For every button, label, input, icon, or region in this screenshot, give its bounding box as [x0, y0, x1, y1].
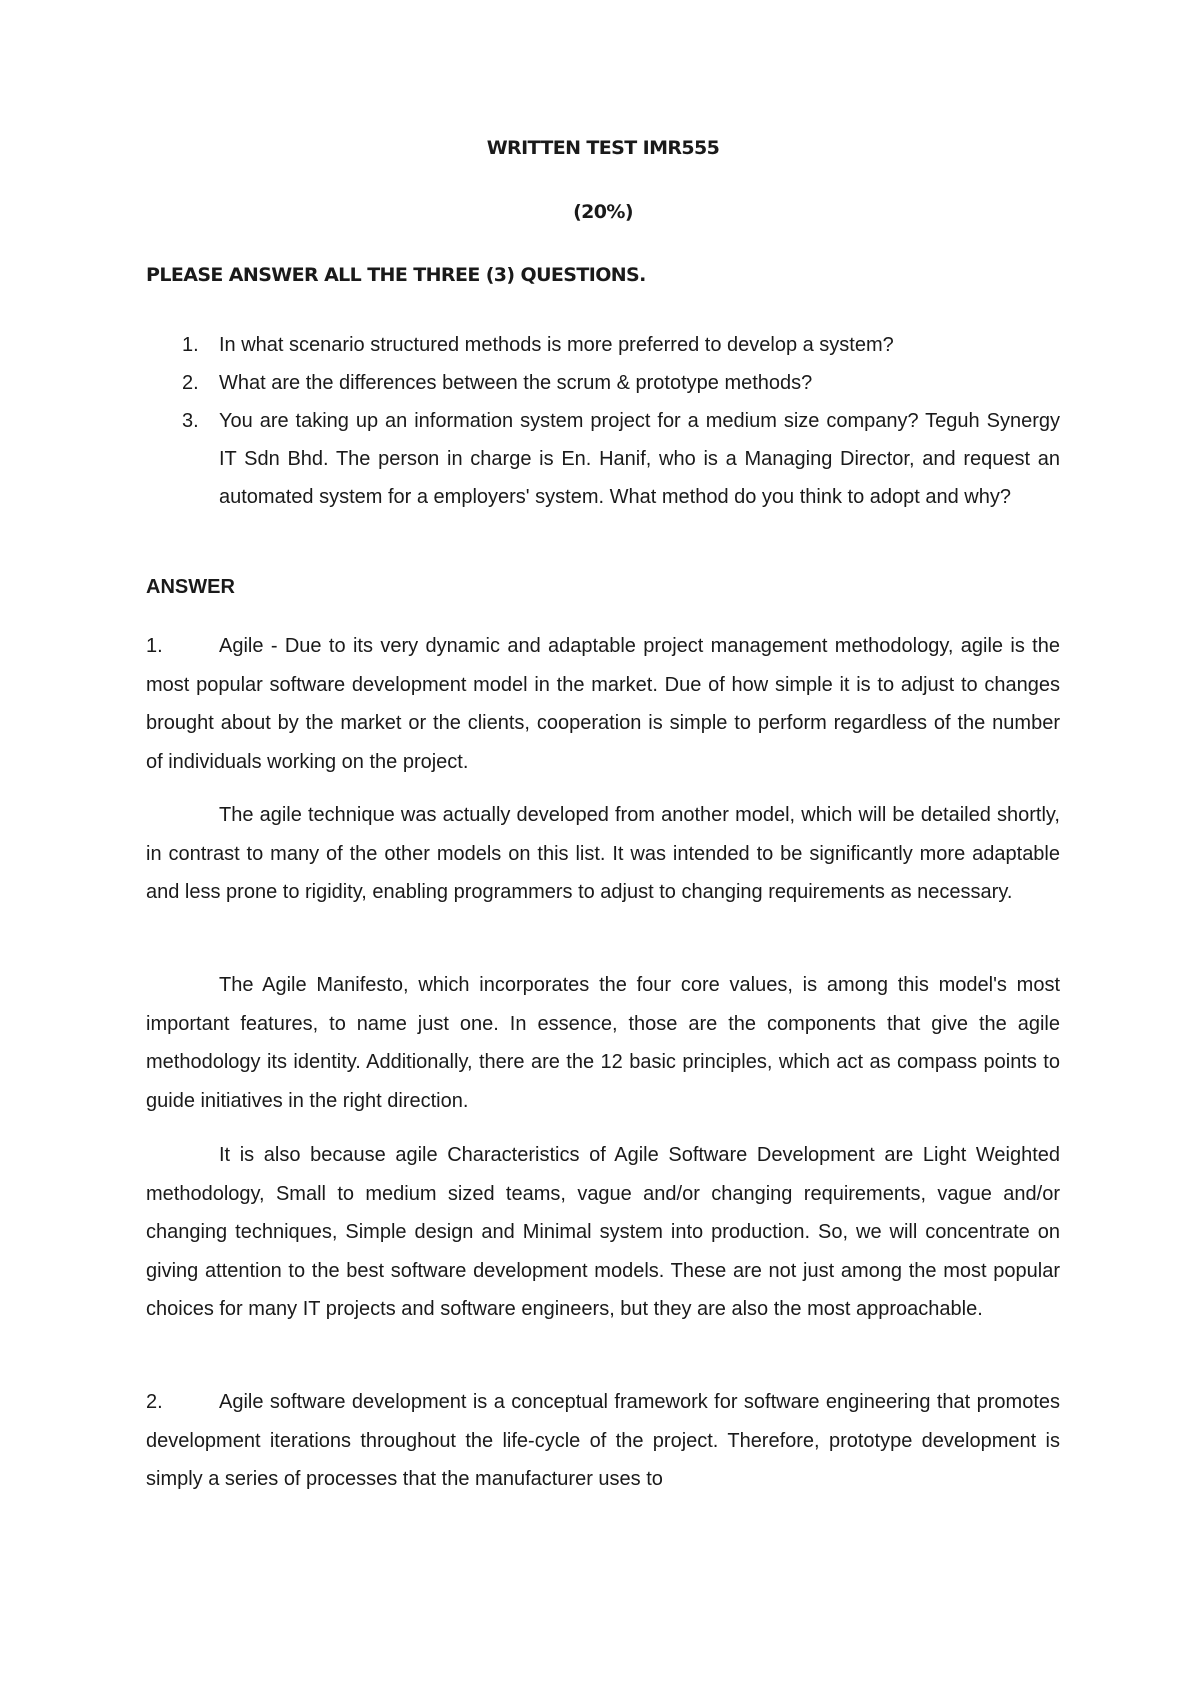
answer-1-paragraph-2: The agile technique was actually developed from another model, which will be detailed shortly, in contrast to many of the other models on this list. It was intended to be significantly more adaptable and less prone to rigidity, enabling programmers to adjust to changing requirements as necessary.: [146, 804, 1060, 903]
question-number: 1.: [182, 334, 199, 356]
question-item: [146, 326, 1060, 364]
answer-2-paragraph-1: [146, 1383, 1060, 1499]
answer-number: 2.: [146, 1391, 163, 1413]
answer-text: Agile - Due to its very dynamic and adaptable project management methodology, agile is the most popular software development model in the market. Due of how simple it is to adjust to changes brought about by the market or the clients, cooperation is simple to perform regardless of the number of individuals working on the project.: [146, 635, 1060, 773]
question-list: [146, 326, 1060, 516]
answer-1-paragraph-1: [146, 627, 1060, 781]
answer-text: Agile software development is a conceptual framework for software engineering that promotes development iterations throughout the life-cycle of the project. Therefore, prototype development is simply a series of processes that the manufacturer uses to: [146, 1391, 1060, 1490]
answer-heading: ANSWER: [146, 576, 235, 598]
document-page: [146, 0, 1060, 1698]
document-title: WRITTEN TEST IMR555: [486, 137, 720, 159]
answer-number: 1.: [146, 635, 163, 657]
test-weight: (20%): [573, 201, 633, 223]
answer-1-paragraph-3: The Agile Manifesto, which incorporates the four core values, is among this model's most important features, to name just one. In essence, those are the components that give the agile methodology its identity. Additionally, there are the 12 basic principles, which act as compass points to guide initiatives in the right direction.: [146, 974, 1060, 1112]
question-item: [146, 402, 1060, 516]
question-text: In what scenario structured methods is more preferred to develop a system?: [219, 334, 894, 356]
question-number: 3.: [182, 410, 199, 432]
instruction-heading: PLEASE ANSWER ALL THE THREE (3) QUESTIONS.: [146, 264, 646, 286]
question-number: 2.: [182, 372, 199, 394]
answer-1-paragraph-4: It is also because agile Characteristics of Agile Software Development are Light Weighted methodology, Small to medium sized teams, vague and/or changing requirements, vague and/or changing techniques, Simple design and Minimal system into production. So, we will concentrate on giving attention to the best software development models. These are not just among the most popular choices for many IT projects and software engineers, but they are also the most approachable.: [146, 1144, 1060, 1320]
question-text: What are the differences between the scrum & prototype methods?: [219, 372, 813, 394]
question-item: [146, 364, 1060, 402]
question-text: You are taking up an information system project for a medium size company? Teguh Synergy IT Sdn Bhd. The person in charge is En. Hanif, who is a Managing Director, and request an automated system for a employers' system. What method do you think to adopt and why?: [219, 410, 1060, 508]
